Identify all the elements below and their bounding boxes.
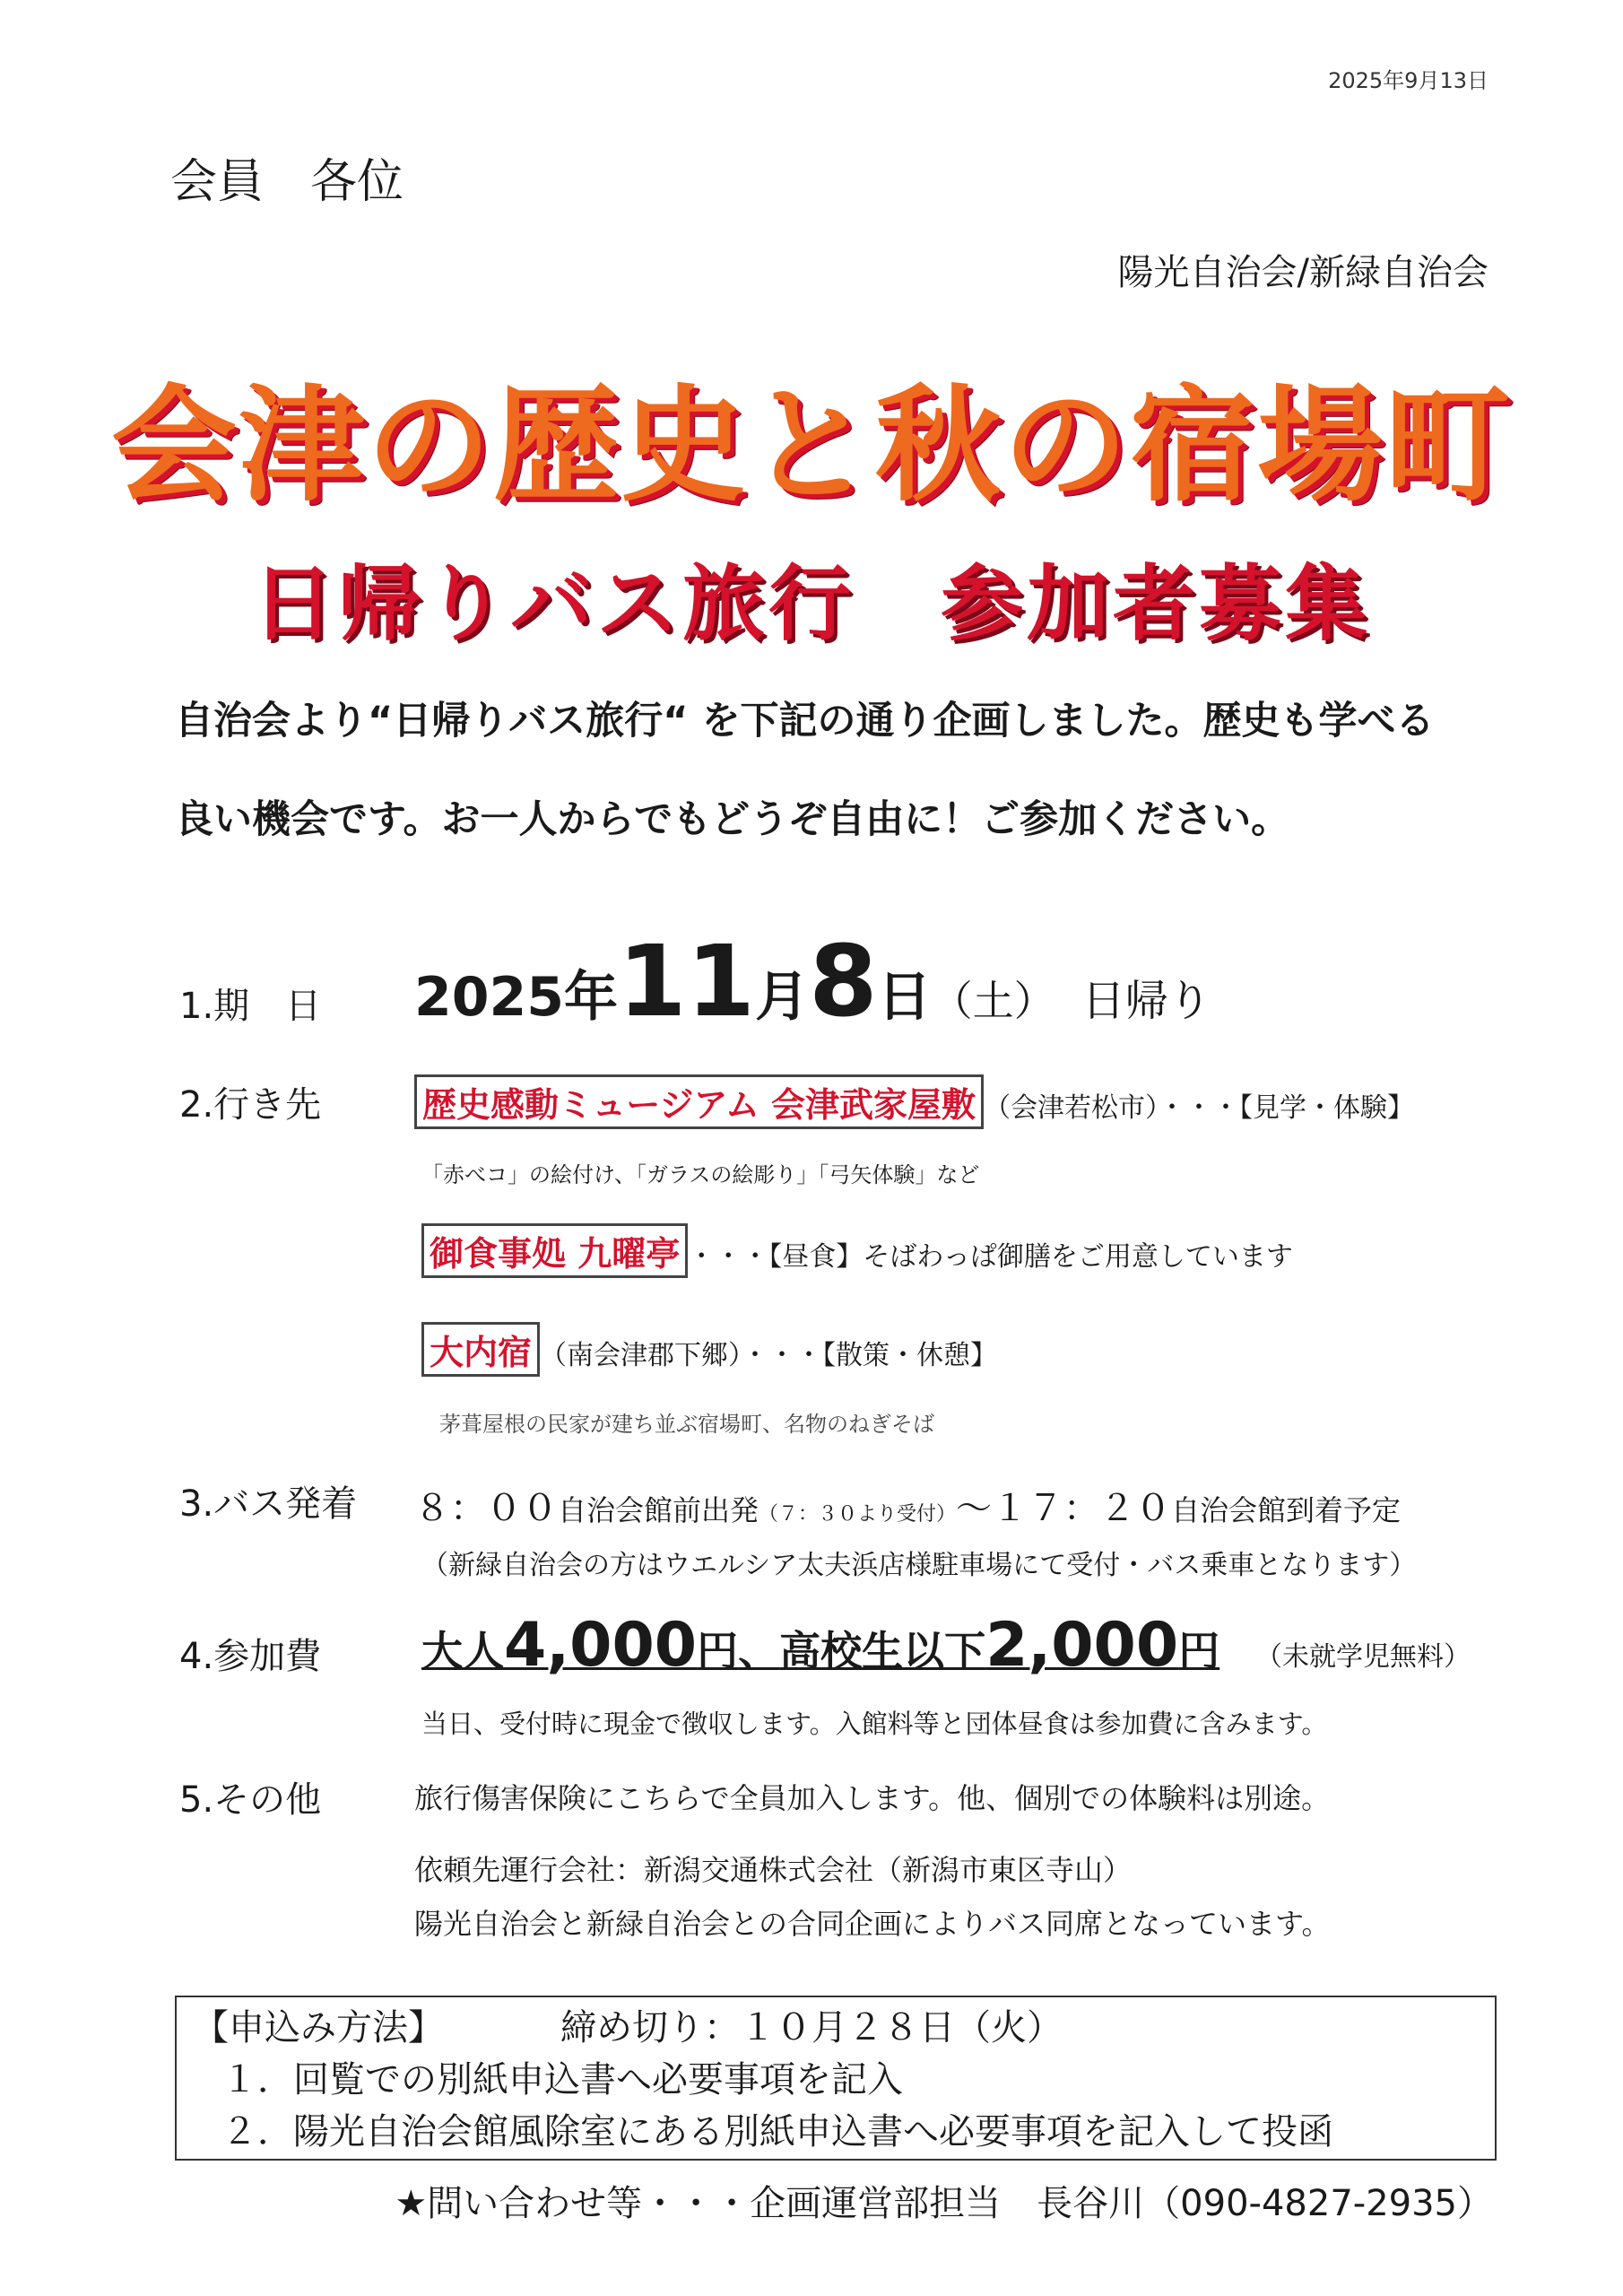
application-deadline: 締め切り：１０月２８日（火） xyxy=(560,2007,1063,2048)
other-label: 5.その他 xyxy=(179,1779,322,1821)
bus-reception: （７：３０より受付） xyxy=(759,1503,957,1526)
bus-note: （新緑自治会の方はウエルシア太夫浜店様駐車場にて受付・バス乗車となります） xyxy=(421,1550,1417,1581)
destination-name: 大内宿 xyxy=(421,1322,540,1377)
schedule-label: 1.期 日 xyxy=(179,986,322,1027)
schedule-weekday: （土） xyxy=(931,977,1055,1025)
destination-detail: 茅葺屋根の民家が建ち並ぶ宿場町、名物のねぎそば xyxy=(439,1412,934,1437)
schedule-day-unit: 日 xyxy=(877,966,932,1029)
application-box xyxy=(175,1996,1497,2161)
destination-item xyxy=(421,1322,997,1377)
application-step-2: ２．陽光自治会館風除室にある別紙申込書へ必要事項を記入して投函 xyxy=(221,2111,1333,2152)
bus-arrive-text: 自治会館到着予定 xyxy=(1171,1493,1402,1527)
schedule-month-unit: 月 xyxy=(755,966,810,1029)
bus-arrow: ～ xyxy=(956,1488,993,1529)
contact-info: ★問い合わせ等・・・企画運営部担当 長谷川（090-4827-2935） xyxy=(395,2183,1493,2224)
destination-item xyxy=(421,1223,1293,1278)
other-line-3: 陽光自治会と新緑自治会との合同企画によりバス同席となっています。 xyxy=(414,1907,1331,1941)
bus-depart-time: ８：００ xyxy=(414,1488,558,1529)
destination-location: ・・・【昼食】そばわっぱ御膳をご用意しています xyxy=(688,1241,1293,1273)
destination-location: （南会津郡下郷）・・・【散策・休憩】 xyxy=(540,1340,998,1371)
fee-note: 当日、受付時に現金で徴収します。入館料等と団体昼食は参加費に含みます。 xyxy=(421,1709,1328,1739)
destination-location: （会津若松市）・・・【見学・体験】 xyxy=(984,1092,1415,1124)
intro-line-2: 良い機会です。お一人からでもどうぞ自由に！ご参加ください。 xyxy=(175,797,1290,842)
schedule-day: 8 xyxy=(809,924,878,1039)
organizer: 陽光自治会/新緑自治会 xyxy=(1117,252,1488,293)
destination-label: 2.行き先 xyxy=(179,1084,322,1126)
subtitle: 日帰りバス旅行 参加者募集 xyxy=(251,556,1371,652)
fee-child-note: （未就学児無料） xyxy=(1255,1641,1471,1673)
main-title: 会津の歴史と秋の宿場町 xyxy=(110,373,1512,519)
application-header xyxy=(193,1999,1063,2050)
fee-adult-price: 4,000 xyxy=(504,1610,698,1681)
destination-item xyxy=(414,1074,1414,1129)
intro-line-1: 自治会より“日帰りバス旅行“ を下記の通り企画しました。歴史も学べる xyxy=(175,699,1435,744)
application-step-1: １．回覧での別紙申込書へ必要事項を記入 xyxy=(221,2059,903,2100)
fee-adult-label: 大人 xyxy=(421,1627,504,1675)
bus-arrive-time: １７：２０ xyxy=(992,1488,1172,1529)
schedule-note: 日帰り xyxy=(1081,976,1211,1026)
document-date: 2025年9月13日 xyxy=(1328,68,1488,93)
fee-student-price: 2,000 xyxy=(985,1610,1179,1681)
destination-detail: 「赤べコ」の絵付け、「ガラスの絵彫り」「弓矢体験」など xyxy=(421,1162,980,1187)
fee-label: 4.参加費 xyxy=(179,1636,322,1677)
bus-label: 3.バス発着 xyxy=(179,1483,358,1525)
fee-yen: 円 xyxy=(697,1627,739,1675)
addressee: 会員 各位 xyxy=(170,155,404,209)
fee-student-label: 高校生以下 xyxy=(779,1627,986,1675)
bus-schedule xyxy=(414,1480,1401,1531)
bus-depart-text: 自治会館前出発 xyxy=(558,1493,759,1527)
application-heading: 【申込み方法】 xyxy=(193,2007,444,2048)
fee-amounts xyxy=(421,1610,1219,1681)
fee-separator: 、 xyxy=(738,1627,780,1675)
schedule-date xyxy=(414,924,1211,1039)
fee-yen: 円 xyxy=(1178,1627,1220,1675)
destination-name: 歴史感動ミュージアム 会津武家屋敷 xyxy=(414,1074,984,1129)
destination-name: 御食事処 九曜亭 xyxy=(421,1223,688,1278)
other-line-1: 旅行傷害保険にこちらで全員加入します。他、個別での体験料は別途。 xyxy=(414,1781,1331,1815)
schedule-year: 2025年 xyxy=(414,966,618,1029)
other-line-2: 依頼先運行会社：新潟交通株式会社（新潟市東区寺山） xyxy=(414,1853,1133,1887)
schedule-month: 11 xyxy=(618,924,756,1039)
